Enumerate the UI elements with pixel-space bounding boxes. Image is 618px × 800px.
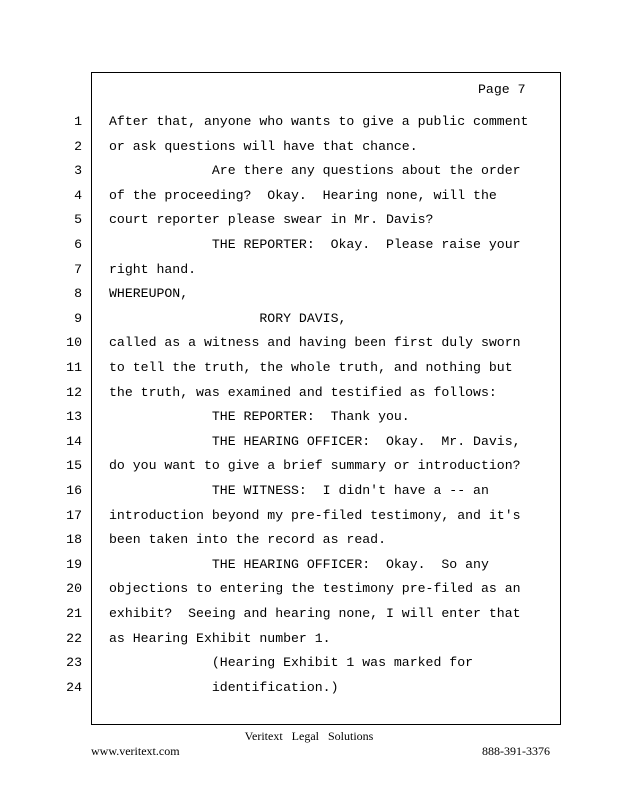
transcript-line: as Hearing Exhibit number 1. <box>109 630 331 646</box>
line-number: 24 <box>66 679 82 695</box>
line-number: 17 <box>66 507 82 523</box>
line-number: 14 <box>66 433 82 449</box>
line-number: 7 <box>74 261 82 277</box>
transcript-line: objections to entering the testimony pre-filed as an <box>109 581 521 597</box>
line-number: 12 <box>66 384 82 400</box>
transcript-line: RORY DAVIS, <box>109 310 347 326</box>
transcript-line: WHEREUPON, <box>109 286 189 302</box>
transcript-line: Are there any questions about the order <box>109 163 521 179</box>
transcript-line: THE HEARING OFFICER: Okay. Mr. Davis, <box>109 433 521 449</box>
footer-phone: 888-391-3376 <box>482 744 550 758</box>
line-number: 6 <box>74 237 82 252</box>
line-number: 11 <box>66 360 82 375</box>
line-number: 18 <box>66 532 82 548</box>
line-number: 10 <box>66 335 82 351</box>
line-number: 8 <box>74 286 82 302</box>
transcript-line: THE REPORTER: Thank you. <box>109 409 410 425</box>
transcript-line: or ask questions will have that chance. <box>109 138 418 154</box>
line-number: 22 <box>66 630 82 646</box>
transcript-line: court reporter please swear in Mr. Davis? <box>109 212 434 228</box>
transcript-line: do you want to give a brief summary or introduction? <box>109 458 521 474</box>
transcript-line: THE HEARING OFFICER: Okay. So any <box>109 556 489 572</box>
line-number: 9 <box>74 310 82 326</box>
transcript-line: the truth, was examined and testified as follows: <box>109 384 497 400</box>
footer-website: www.veritext.com <box>91 744 180 758</box>
line-number: 2 <box>74 138 82 154</box>
transcript-line: THE WITNESS: I didn't have a -- an <box>109 483 489 498</box>
transcript-line: right hand. <box>109 261 197 277</box>
transcript-line: (Hearing Exhibit 1 was marked for <box>109 655 474 671</box>
transcript-line: been taken into the record as read. <box>109 532 386 548</box>
transcript-line: THE REPORTER: Okay. Please raise your <box>109 237 521 252</box>
line-number: 23 <box>66 655 82 671</box>
line-number: 20 <box>66 581 82 597</box>
transcript-line: called as a witness and having been first duly sworn <box>109 335 521 351</box>
transcript-line: introduction beyond my pre-filed testimony, and it's <box>109 507 521 523</box>
transcript-line: of the proceeding? Okay. Hearing none, will the <box>109 187 497 203</box>
line-number: 5 <box>74 212 82 228</box>
transcript-line: exhibit? Seeing and hearing none, I will enter that <box>109 606 521 621</box>
transcript-line: to tell the truth, the whole truth, and nothing but <box>109 360 513 375</box>
transcript-line: After that, anyone who wants to give a public comment <box>109 114 529 129</box>
line-number: 13 <box>66 409 82 425</box>
line-number: 16 <box>66 483 82 498</box>
line-number: 15 <box>66 458 82 474</box>
footer-company: Veritext Legal Solutions <box>244 729 374 743</box>
line-number: 3 <box>74 163 82 179</box>
line-number: 4 <box>74 187 82 203</box>
line-number: 21 <box>66 606 82 621</box>
transcript-line: identification.) <box>109 679 339 695</box>
line-number: 1 <box>74 114 82 129</box>
line-number: 19 <box>66 556 82 572</box>
page-number: Page 7 <box>478 82 526 97</box>
